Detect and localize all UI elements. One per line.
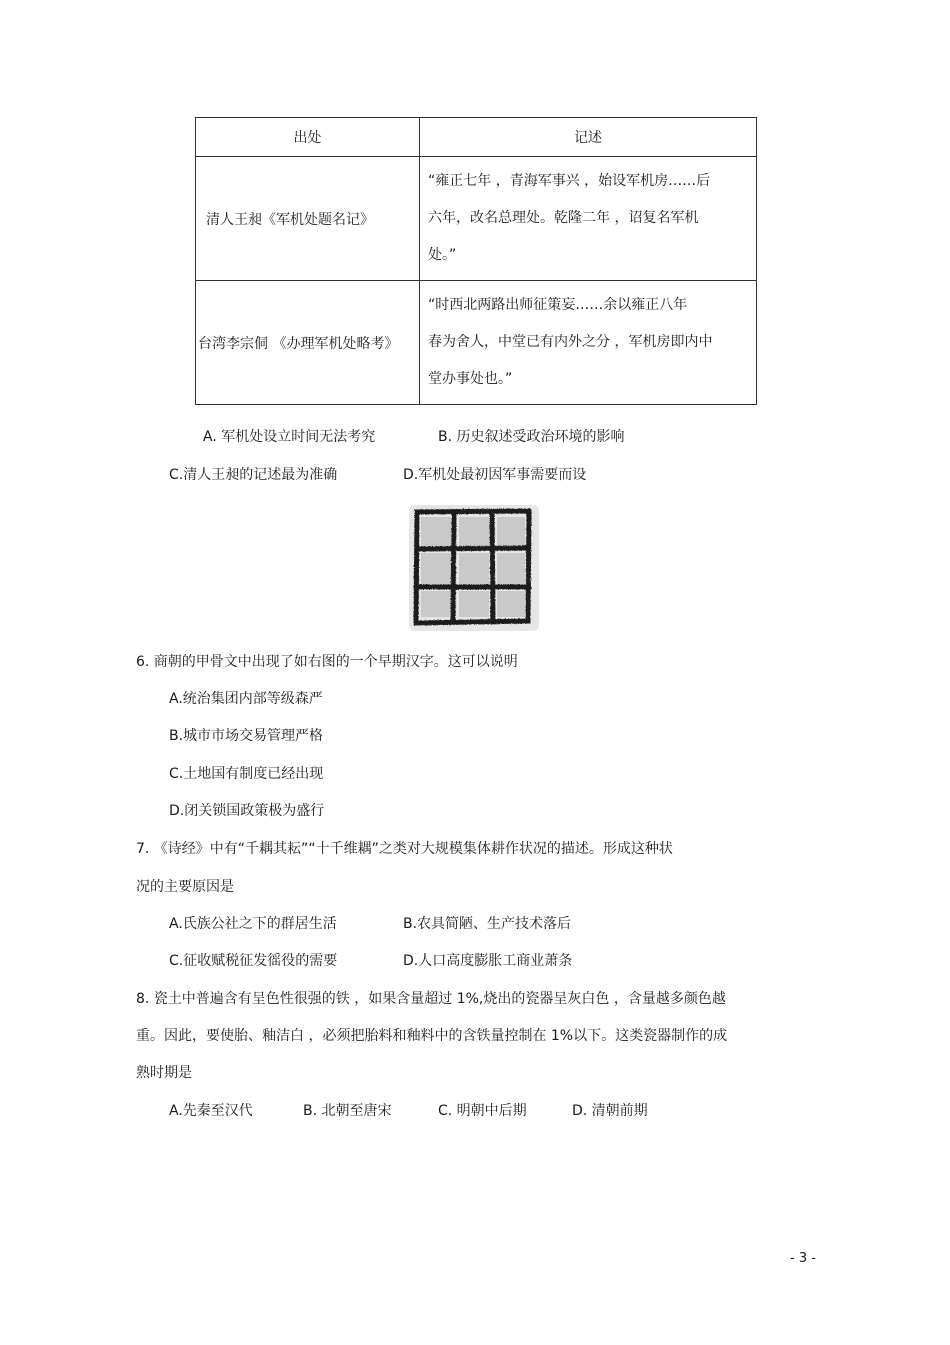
record-line: 处。” xyxy=(428,247,457,263)
q8-option-b: B. 北朝至唐宋 xyxy=(303,1103,392,1119)
record-line: “时西北两路出师征策妄……余以雍正八年 xyxy=(428,297,688,313)
q8-stem-line3: 熟时期是 xyxy=(136,1065,192,1081)
table-cell-source: 清人王昶《军机处题名记》 xyxy=(196,157,420,281)
q5-option-a: A. 军机处设立时间无法考究 xyxy=(203,429,376,445)
table-cell-record xyxy=(420,157,757,281)
q8-stem-line1: 8. 瓷土中普遍含有呈色性很强的铁 ，如果含量超过 1%,烧出的瓷器呈灰白色 ，含量越多颜色越 xyxy=(136,991,726,1007)
page-number: - 3 - xyxy=(790,1251,816,1266)
table-header-row xyxy=(196,118,757,157)
table-row xyxy=(196,281,757,405)
oracle-bone-character-image xyxy=(407,503,541,633)
record-line: 六年，改名总理处。乾隆二年 ，诏复名军机 xyxy=(428,210,699,226)
table-row xyxy=(196,157,757,281)
q7-option-d: D.人口高度膨胀工商业萧条 xyxy=(403,953,573,969)
q6-option-c: C.土地国有制度已经出现 xyxy=(169,766,324,782)
q8-stem-line2: 重。因此，要使胎、釉洁白 ，必须把胎料和釉料中的含铁量控制在 1%以下。这类瓷器制作的成 xyxy=(136,1028,728,1044)
q5-option-b: B. 历史叙述受政治环境的影响 xyxy=(438,429,625,445)
table-cell-record xyxy=(420,281,757,405)
q7-option-a: A.氏族公社之下的群居生活 xyxy=(169,916,337,932)
q7-stem-line2: 况的主要原因是 xyxy=(136,879,234,895)
q6-option-a: A.统治集团内部等级森严 xyxy=(169,691,323,707)
record-line: “雍正七年 ，青海军事兴 ，始设军机房……后 xyxy=(428,173,711,189)
q6-stem: 6. 商朝的甲骨文中出现了如右图的一个早期汉字。这可以说明 xyxy=(136,654,518,670)
q5-option-c: C.清人王昶的记述最为准确 xyxy=(169,467,338,483)
q7-stem-line1: 7. 《诗经》中有“千耦其耘”“十千维耦”之类对大规模集体耕作状况的描述。形成这种状 xyxy=(136,841,673,857)
table-cell-source: 台湾李宗侗 《办理军机处略考》 xyxy=(196,281,420,405)
source-table xyxy=(195,117,757,405)
q5-option-d: D.军机处最初因军事需要而设 xyxy=(403,467,587,483)
q7-option-b: B.农具简陋、生产技术落后 xyxy=(403,916,572,932)
q8-option-a: A.先秦至汉代 xyxy=(169,1103,253,1119)
q7-option-c: C.征收赋税征发徭役的需要 xyxy=(169,953,338,969)
q8-option-c: C. 明朝中后期 xyxy=(438,1103,527,1119)
record-line: 春为舍人，中堂已有内外之分 ，军机房即内中 xyxy=(428,334,713,350)
table-header-record: 记述 xyxy=(420,118,757,157)
table-header-source: 出处 xyxy=(196,118,420,157)
record-line: 堂办事处也。” xyxy=(428,371,513,387)
q6-option-d: D.闭关锁国政策极为盛行 xyxy=(169,803,325,819)
q8-option-d: D. 清朝前期 xyxy=(572,1103,648,1119)
q6-option-b: B.城市市场交易管理严格 xyxy=(169,728,324,744)
